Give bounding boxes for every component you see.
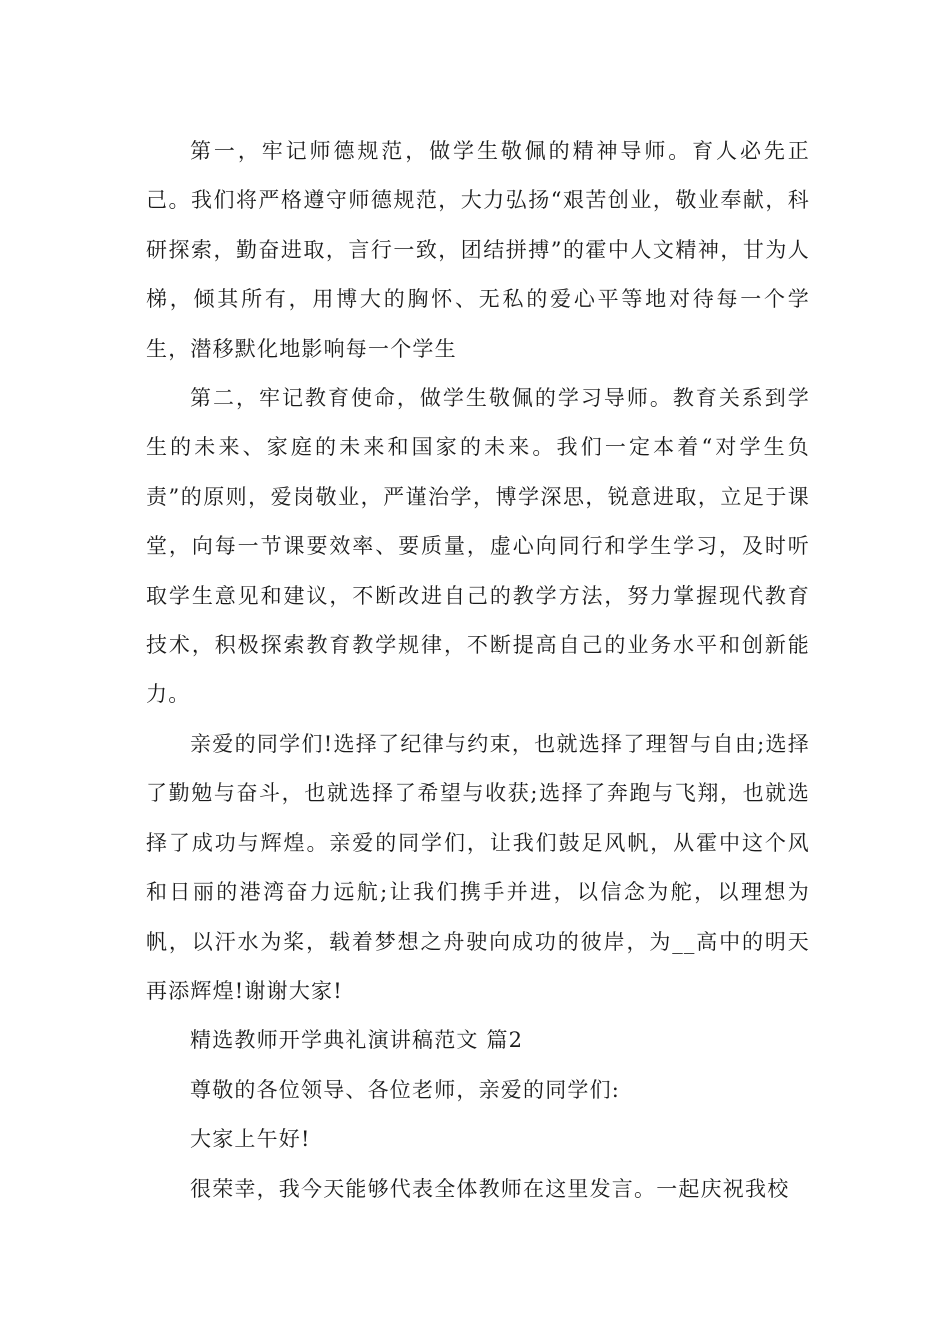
paragraph-teacher-ethics: 第一，牢记师德规范，做学生敬佩的精神导师。育人必先正己。我们将严格遵守师德规范，大力弘扬“艰苦创业，敬业奉献，科研探索，勤奋进取，言行一致，团结拼搏”的霍中人文精神，甘为人梯，倾其所有，用博大的胸怀、无私的爱心平等地对待每一个学生，潜移默化地影响每一个学生 <box>146 139 810 361</box>
greeting: 大家上午好! <box>190 1127 311 1152</box>
document-body <box>146 127 810 1214</box>
opening-line: 很荣幸，我今天能够代表全体教师在这里发言。一起庆祝我校 <box>190 1176 790 1201</box>
section-title: 精选教师开学典礼演讲稿范文 篇2 <box>190 1028 524 1053</box>
salutation: 尊敬的各位领导、各位老师，亲爱的同学们: <box>190 1077 621 1102</box>
paragraph-education-mission: 第二，牢记教育使命，做学生敬佩的学习导师。教育关系到学生的未来、家庭的未来和国家的未来。我们一定本着“对学生负责”的原则，爱岗敬业，严谨治学，博学深思，锐意进取，立足于课堂，向每一节课要效率、要质量，虚心向同行和学生学习，及时听取学生意见和建议，不断改进自己的教学方法，努力掌握现代教育技术，积极探索教育教学规律，不断提高自己的业务水平和创新能力。 <box>146 386 810 707</box>
paragraph-students-closing: 亲爱的同学们!选择了纪律与约束，也就选择了理智与自由;选择了勤勉与奋斗，也就选择了希望与收获;选择了奔跑与飞翔，也就选择了成功与辉煌。亲爱的同学们，让我们鼓足风帆，从霍中这个风和日丽的港湾奋力远航;让我们携手并进，以信念为舵，以理想为帆，以汗水为桨，载着梦想之舟驶向成功的彼岸，为__高中的明天再添辉煌!谢谢大家! <box>146 731 810 1003</box>
